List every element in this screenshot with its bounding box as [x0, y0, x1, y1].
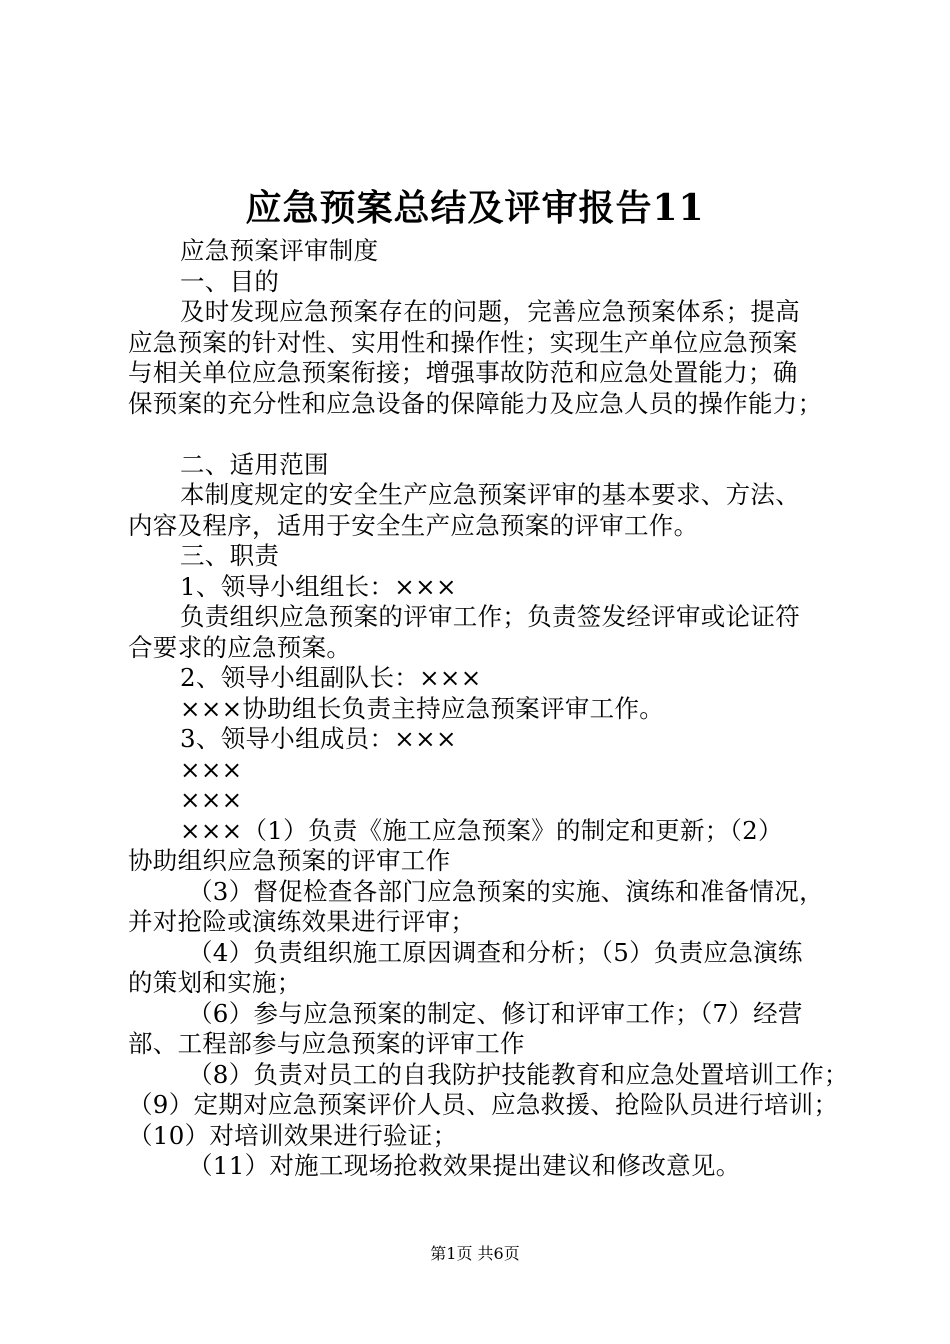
document-title: 应急预案总结及评审报告11	[245, 187, 705, 229]
text-line: 应急预案评审制度	[180, 236, 379, 265]
text-line: 本制度规定的安全生产应急预案评审的基本要求、方法、	[180, 480, 800, 509]
text-line: 及时发现应急预案存在的问题，完善应急预案体系；提高	[180, 297, 800, 326]
text-line: 部、工程部参与应急预案的评审工作	[128, 1029, 525, 1058]
text-line: ×××协助组长负责主持应急预案评审工作。	[180, 693, 665, 723]
text-line: 并对抢险或演练效果进行评审；	[128, 907, 476, 936]
section-heading: 一、目的	[180, 266, 280, 296]
blank-line	[128, 419, 834, 450]
text-line: （6）参与应急预案的制定、修订和评审工作；（7）经营	[188, 998, 803, 1028]
text-line: ×××	[180, 785, 243, 814]
section-heading: 二、适用范围	[180, 449, 329, 479]
text-line: 负责组织应急预案的评审工作；负责签发经评审或论证符	[180, 602, 800, 631]
section-heading: 三、职责	[180, 541, 280, 570]
text-line: 3、领导小组成员：×××	[180, 724, 457, 753]
text-line: 与相关单位应急预案衔接；增强事故防范和应急处置能力；确	[128, 358, 798, 387]
text-line: （10）对培训效果进行验证；	[128, 1120, 458, 1150]
text-line: （9）定期对应急预案评价人员、应急救援、抢险队员进行培训；	[128, 1090, 839, 1119]
text-line: （11）对施工现场抢救效果提出建议和修改意见。	[188, 1151, 741, 1180]
text-line: 2、领导小组副队长：×××	[180, 663, 482, 692]
text-line: 内容及程序，适用于安全生产应急预案的评审工作。	[128, 510, 699, 540]
text-line: ×××（1）负责《施工应急预案》的制定和更新；（2）	[180, 815, 783, 845]
text-line: 1、领导小组组长：×××	[180, 571, 457, 601]
text-line: 应急预案的针对性、实用性和操作性；实现生产单位应急预案	[128, 327, 798, 357]
text-line: （3）督促检查各部门应急预案的实施、演练和准备情况，	[188, 876, 824, 906]
text-line: （4）负责组织施工原因调查和分析；（5）负责应急演练	[188, 937, 803, 967]
text-line: ×××	[180, 754, 243, 784]
text-line: 协助组织应急预案的评审工作	[128, 846, 451, 875]
text-line: 的策划和实施；	[128, 968, 302, 997]
page-number-footer: 第1页 共6页	[430, 1244, 520, 1263]
text-line: （8）负责对员工的自我防护技能教育和应急处置培训工作；	[188, 1059, 849, 1089]
text-line: 合要求的应急预案。	[128, 632, 352, 662]
text-line: 保预案的充分性和应急设备的保障能力及应急人员的操作能力；	[128, 388, 823, 418]
document-body	[128, 236, 849, 1182]
